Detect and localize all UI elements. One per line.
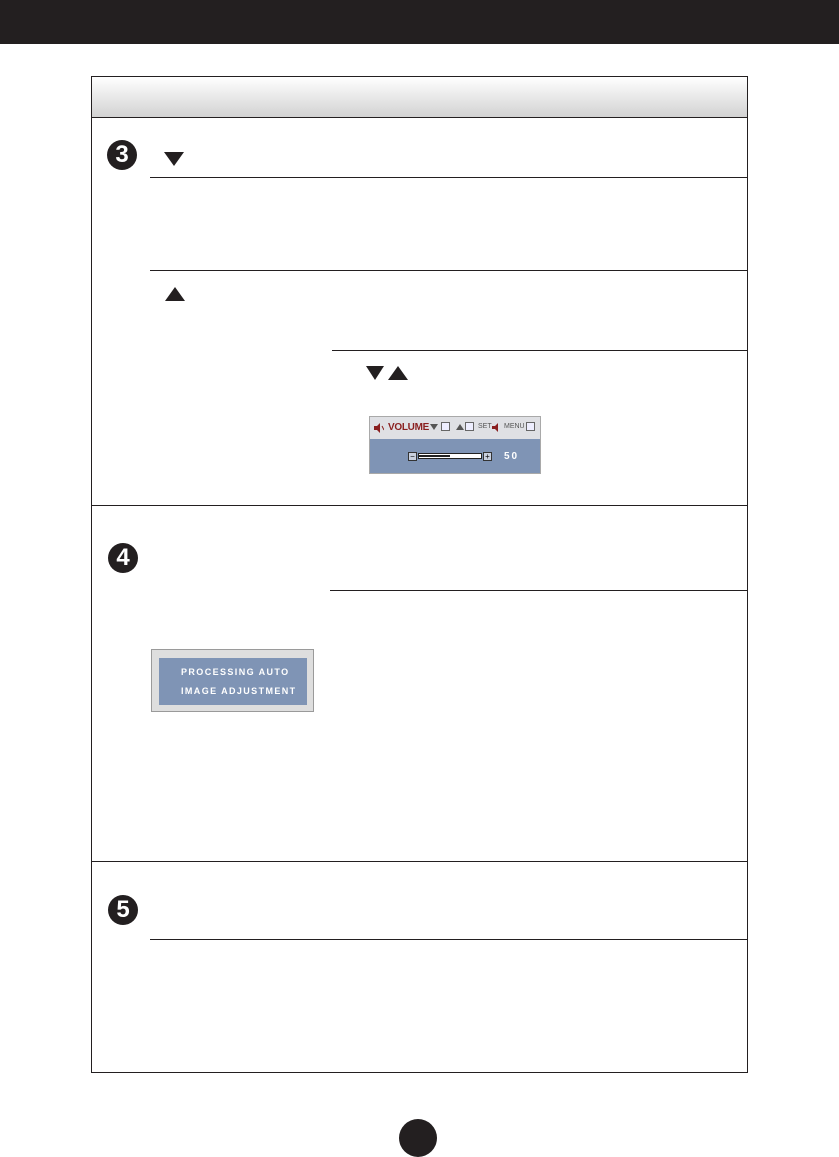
page-number-dot <box>399 1119 437 1157</box>
panel-header <box>92 77 747 118</box>
top-header-bar <box>0 0 839 44</box>
osd-speaker-small-icon <box>492 423 500 432</box>
section-divider <box>91 861 748 862</box>
step-4-number: 4 <box>108 543 138 573</box>
volume-plus-icon: + <box>483 452 492 461</box>
divider <box>332 350 747 351</box>
osd-left-box-icon <box>441 422 450 431</box>
auto-adjust-osd-panel <box>159 658 307 705</box>
volume-osd-title-bar <box>370 417 540 439</box>
osd-menu-label: MENU <box>504 423 525 430</box>
instruction-panel <box>91 76 748 1073</box>
osd-set-label: SET <box>478 423 492 430</box>
divider <box>330 590 747 591</box>
volume-label: VOLUME <box>388 422 429 433</box>
section-divider <box>91 505 748 506</box>
volume-slider-fill <box>419 455 450 457</box>
osd-up-arrow-icon <box>456 424 464 430</box>
volume-minus-icon: − <box>408 452 417 461</box>
triangle-down-icon <box>164 152 184 166</box>
osd-right-box-icon <box>465 422 474 431</box>
osd-down-arrow-icon <box>430 424 438 430</box>
volume-slider <box>418 453 482 459</box>
auto-adjust-osd-image <box>151 649 314 712</box>
triangle-up-icon <box>165 287 185 301</box>
step-3-number: 3 <box>107 140 137 170</box>
divider <box>150 177 747 178</box>
step-5-number: 5 <box>108 895 138 925</box>
divider <box>150 939 747 940</box>
down-up-arrows-icon <box>366 366 410 380</box>
auto-adjust-line-1: PROCESSING AUTO <box>181 667 290 677</box>
volume-value: 50 <box>504 451 520 462</box>
divider <box>150 270 747 271</box>
speaker-icon <box>374 423 384 433</box>
volume-osd-image <box>369 416 541 474</box>
osd-menu-box-icon <box>526 422 535 431</box>
auto-adjust-line-2: IMAGE ADJUSTMENT <box>181 686 297 696</box>
